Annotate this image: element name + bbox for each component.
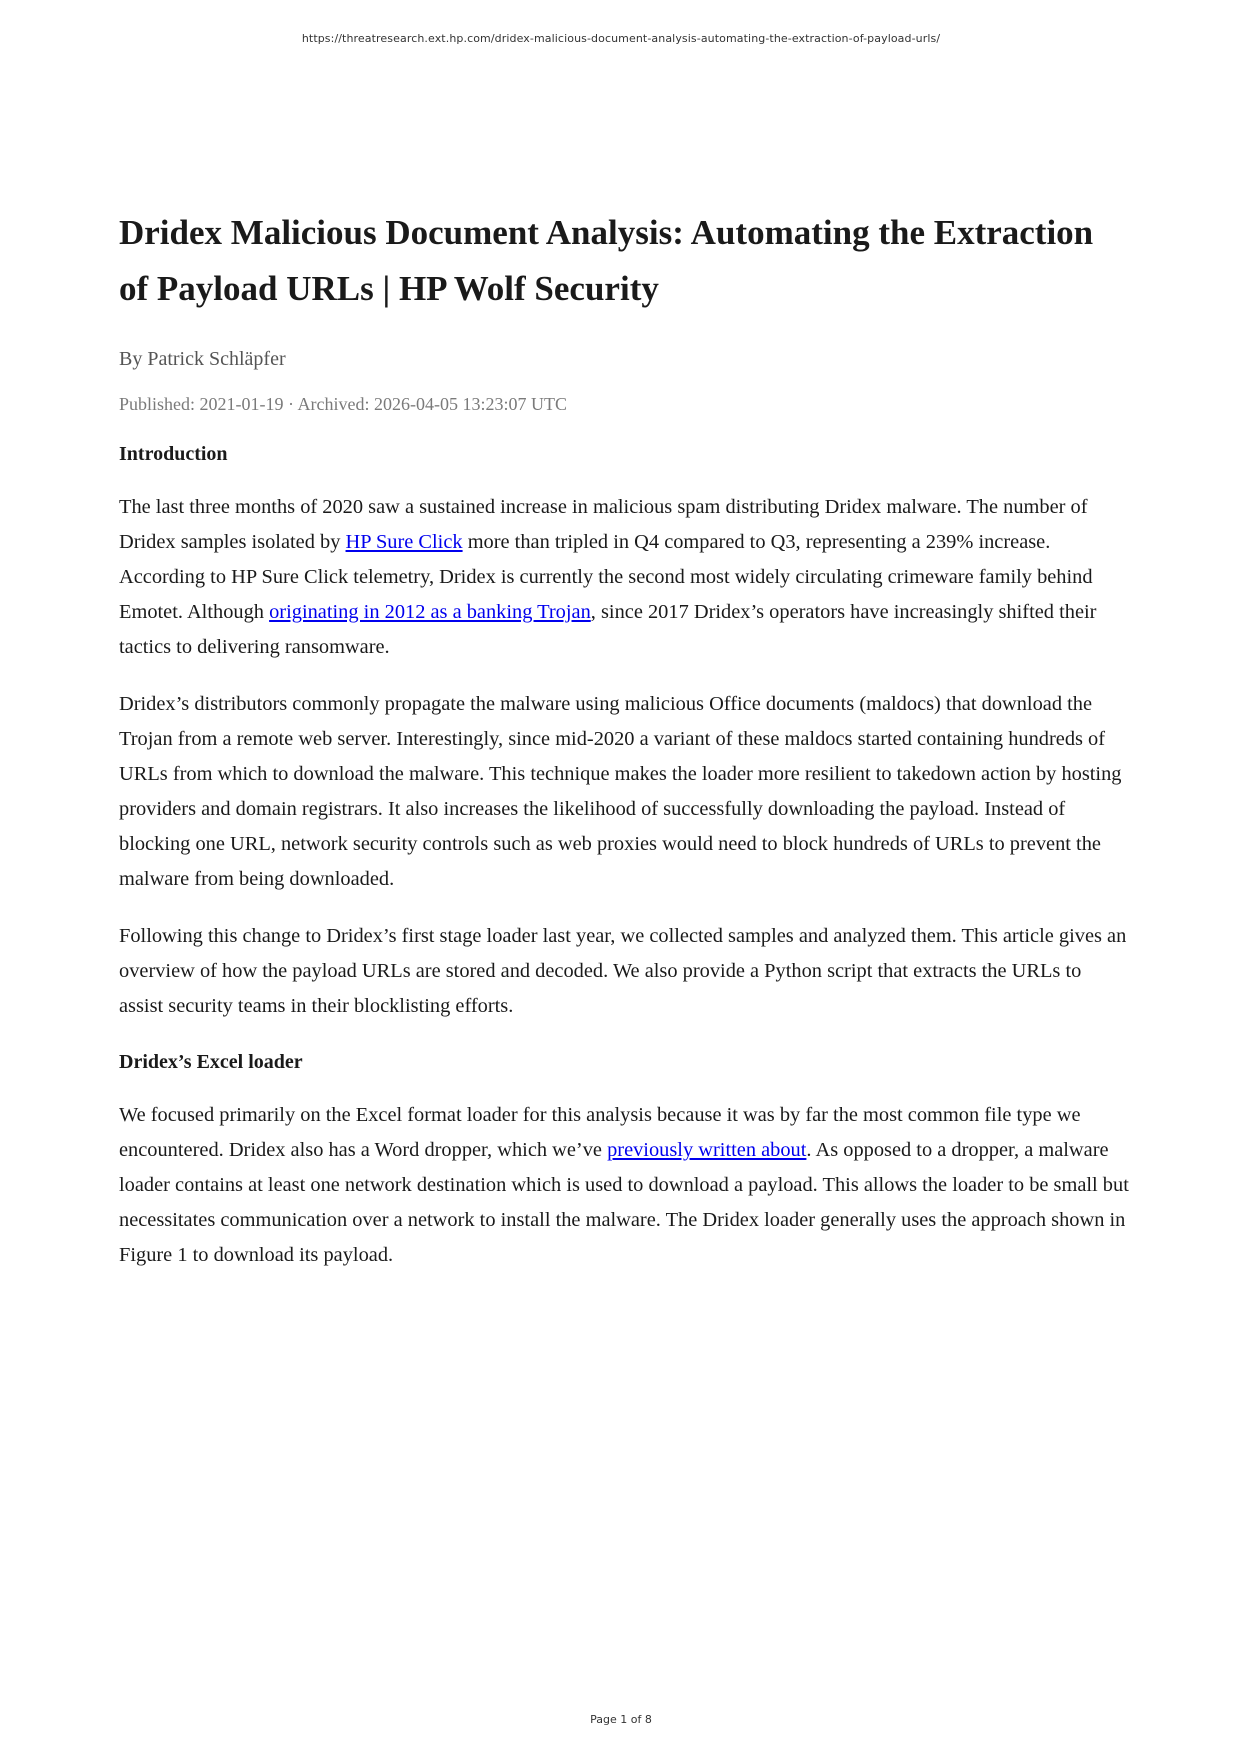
section-heading-introduction: Introduction (119, 443, 228, 465)
publish-date: Published: 2021-01-19 · Archived: 2026-04-05 13:23:07 UTC (119, 394, 567, 414)
article (119, 205, 1129, 1273)
paragraph-text: We focused primarily on the Excel format loader for this analysis because it was by far the most common file type we encountered. Dridex also has a Word dropper, which we’ve (119, 1104, 1081, 1161)
page-title: Dridex Malicious Document Analysis: Automating the Extraction of Payload URLs | HP Wolf Security (119, 213, 1094, 308)
paragraph-overview: Following this change to Dridex’s first stage loader last year, we collected samples and analyzed them. This article gives an overview of how the payload URLs are stored and decoded. We also provide a Python script that extracts the URLs to assist security teams in their blocklisting efforts. (119, 925, 1127, 1017)
paragraph-distributors: Dridex’s distributors commonly propagate the malware using malicious Office documents (maldocs) that download the Trojan from a remote web server. Interestingly, since mid-2020 a variant of these maldocs started containing hundreds of URLs from which to download the malware. This technique makes the loader more resilient to takedown action by hosting providers and domain registrars. It also increases the likelihood of successfully downloading the payload. Instead of blocking one URL, network security controls such as web proxies would need to block hundreds of URLs to prevent the malware from being downloaded. (119, 693, 1122, 890)
link-hp-sure-click[interactable]: HP Sure Click (345, 531, 463, 553)
paragraph-excel-loader (119, 1098, 1129, 1273)
page-number: Page 1 of 8 (590, 1713, 652, 1726)
paragraph-intro (119, 490, 1129, 665)
paragraph-text: more than tripled in Q4 compared to Q3, representing a 239% increase. According to HP Sure Click telemetry, Dridex is currently the second most widely circulating crimeware family behind Emotet. Although (119, 531, 1093, 623)
paragraph-text: . As opposed to a dropper, a malware loader contains at least one network destination which is used to download a payload. This allows the loader to be small but necessitates communication over a network to install the malware. The Dridex loader generally uses the approach shown in Figure 1 to download its payload. (119, 1139, 1129, 1266)
author-byline: By Patrick Schläpfer (119, 348, 286, 370)
page-url: https://threatresearch.ext.hp.com/dridex-malicious-document-analysis-automating-the-extraction-of-payload-urls/ (301, 32, 941, 45)
section-heading-excel-loader: Dridex’s Excel loader (119, 1051, 303, 1073)
link-previously-written-about[interactable]: previously written about (607, 1139, 807, 1161)
paragraph-text: The last three months of 2020 saw a sustained increase in malicious spam distributing Dridex malware. The number of Dridex samples isolated by (119, 496, 1088, 553)
paragraph-text: , since 2017 Dridex’s operators have increasingly shifted their tactics to delivering ransomware. (119, 601, 1097, 658)
link-banking-trojan-origin[interactable]: originating in 2012 as a banking Trojan (269, 601, 591, 623)
